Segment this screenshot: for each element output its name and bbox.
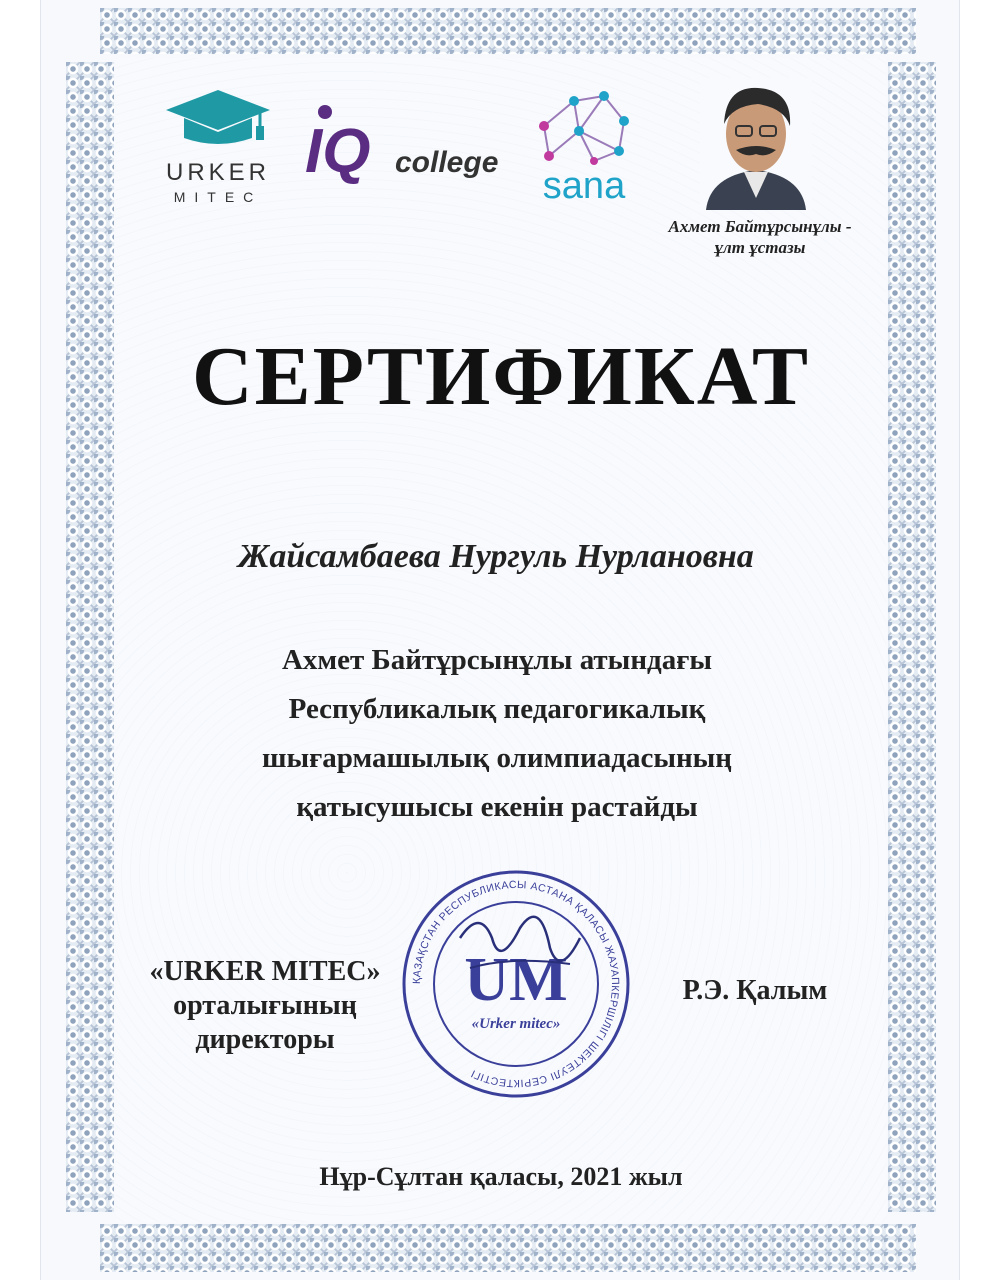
iq-text: IQ <box>305 117 371 186</box>
signer-name: Р.Э. Қалым <box>682 975 828 1006</box>
sana-text: sana <box>542 165 626 207</box>
urker-mitec-logo <box>150 88 286 208</box>
sana-logo <box>524 86 644 208</box>
portrait-caption-line1: Ахмет Байтұрсынұлы - <box>668 217 852 236</box>
mitec-text: MITEC <box>173 189 263 205</box>
ornamental-border-bottom <box>100 1224 916 1272</box>
statement-line: Ахмет Байтұрсынұлы атындағы <box>281 644 713 676</box>
iq-college-logo <box>303 100 498 190</box>
seal-ring-text: ҚАЗАҚСТАН РЕСПУБЛИКАСЫ АСТАНА ҚАЛАСЫ ЖАУАПКЕРШІЛІГІ ШЕКТЕУЛІ СЕРІКТЕСТІГІ <box>410 878 622 1090</box>
college-text: college <box>395 146 498 179</box>
portrait-caption <box>640 216 880 258</box>
seal-name: «Urker mitec» <box>471 1016 561 1032</box>
director-line: директоры <box>195 1024 335 1055</box>
director-title <box>110 955 420 1057</box>
statement-line: Республикалық педагогикалық <box>288 693 706 725</box>
footer-place-date: Нұр-Сұлтан қаласы, 2021 жыл <box>319 1162 683 1191</box>
ornamental-border-top <box>100 8 916 54</box>
statement-line: қатысушысы екенін растайды <box>296 791 698 823</box>
director-line: орталығының <box>173 990 357 1021</box>
seal-monogram: UM <box>464 946 568 1014</box>
recipient-name: Жайсамбаева Нургуль Нурлановна <box>238 538 754 575</box>
portrait-image <box>700 78 812 210</box>
certificate-title: СЕРТИФИКАТ <box>191 330 811 423</box>
portrait-caption-line2: ұлт ұстазы <box>714 238 806 257</box>
director-line: «URKER MITEC» <box>149 956 381 987</box>
certificate-statement <box>0 636 994 832</box>
official-seal <box>400 868 632 1100</box>
statement-line: шығармашылық олимпиадасының <box>261 742 733 774</box>
urker-text: URKER <box>165 159 271 186</box>
